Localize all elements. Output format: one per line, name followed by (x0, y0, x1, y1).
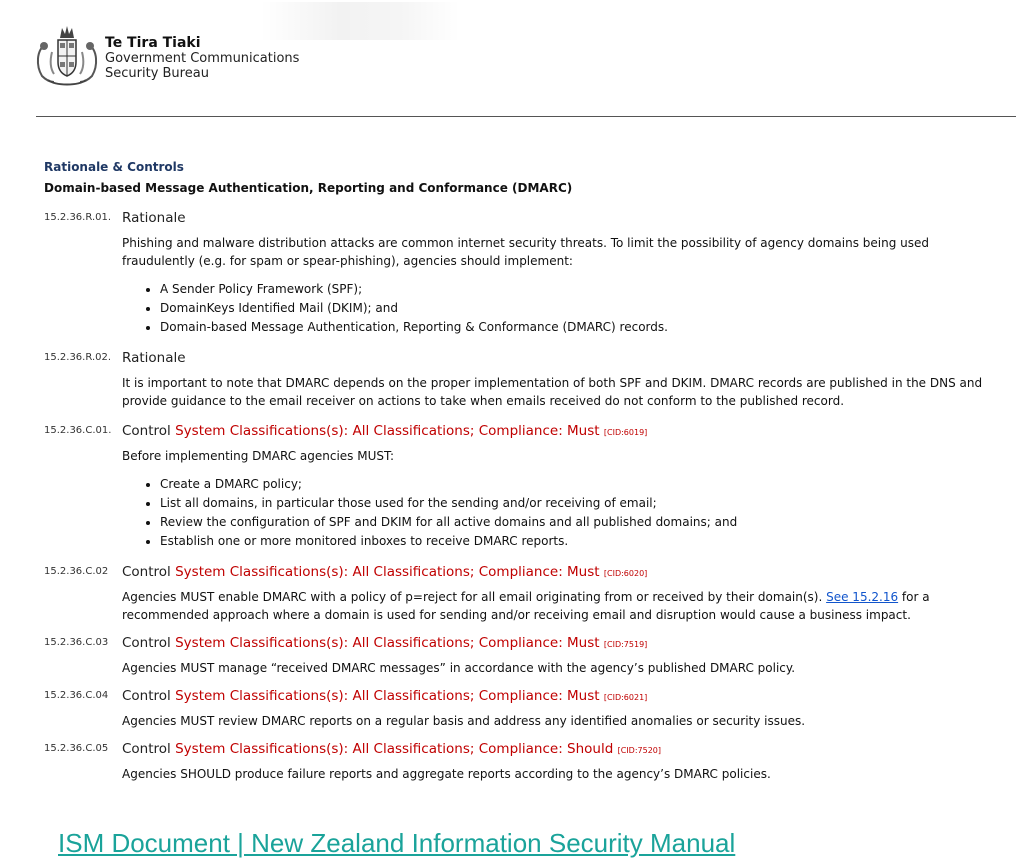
list-item: • Establish one or more monitored inboxes to receive DMARC reports. (160, 532, 1002, 551)
cid-badge: [CID:7520] (617, 746, 662, 755)
paragraph-id: 15.2.36.R.01. (44, 212, 112, 223)
control-prefix: Control (122, 635, 171, 651)
coat-of-arms-icon (32, 22, 102, 90)
paragraph-id: 15.2.36.R.02. (44, 352, 112, 363)
cid-badge: [CID:6021] (603, 693, 648, 702)
org-name-line1: Government Communications (105, 51, 300, 66)
paragraph-text: Phishing and malware distribution attacks are common internet security threats. To limit the possibility of agency domains being used fraudulently (e.g. for spam or spear-phishing), agencies should implement: (122, 236, 930, 268)
paragraph-id: 15.2.36.C.01. (44, 425, 112, 436)
control-prefix: Control (122, 564, 171, 580)
list-item: • Domain-based Message Authentication, Reporting & Conformance (DMARC) records. (160, 318, 1002, 337)
control-title (122, 741, 661, 757)
paragraph-title: Rationale (122, 350, 186, 366)
control-title (122, 423, 647, 439)
list-item: • List all domains, in particular those used for the sending and/or receiving of email; (160, 494, 1002, 513)
gcsb-header (32, 22, 432, 92)
paragraph-text: Agencies SHOULD produce failure reports and aggregate reports according to the agency’s DMARC policies. (122, 767, 771, 781)
control-prefix: Control (122, 688, 171, 704)
text-before-link: Agencies MUST enable DMARC with a policy of p=reject for all email originating from or received by their domain(s). (122, 590, 827, 604)
cid-badge: [CID:6019] (603, 428, 648, 437)
list-item: • Create a DMARC policy; (160, 475, 1002, 494)
paragraph-body (122, 234, 1002, 337)
paragraph-body (122, 447, 1002, 551)
compliance-classification: System Classifications(s): All Classifications; Compliance: Should (175, 741, 614, 757)
paragraph-id: 15.2.36.C.02 (44, 566, 109, 577)
paragraph-text: Agencies MUST manage “received DMARC messages” in accordance with the agency’s published DMARC policy. (122, 661, 796, 675)
compliance-classification: System Classifications(s): All Classifications; Compliance: Must (175, 564, 600, 580)
section-label: Rationale & Controls (44, 160, 184, 174)
list-item: • A Sender Policy Framework (SPF); (160, 280, 1002, 299)
ism-document-link[interactable]: ISM Document | New Zealand Information Security Manual (58, 828, 736, 858)
see-section-link[interactable]: See 15.2.16 (826, 590, 899, 604)
organisation-name (105, 36, 299, 81)
control-prefix: Control (122, 741, 171, 757)
paragraph-text: It is important to note that DMARC depends on the proper implementation of both SPF and DKIM. DMARC records are published in the DNS and provide guidance to the email receiver on actions to take when emails received do not conform to the published record. (122, 376, 983, 408)
list-item: • Review the configuration of SPF and DKIM for all active domains and all published domains; and (160, 513, 1002, 532)
paragraph-text: Agencies MUST review DMARC reports on a regular basis and address any identified anomalies or security issues. (122, 714, 806, 728)
header-divider (36, 116, 1016, 117)
org-name-line2: Security Bureau (105, 66, 209, 81)
org-maori-name: Te Tira Tiaki (105, 35, 201, 51)
paragraph-text (122, 588, 1002, 624)
compliance-classification: System Classifications(s): All Classifications; Compliance: Must (175, 423, 600, 439)
paragraph-id: 15.2.36.C.04 (44, 690, 109, 701)
control-prefix: Control (122, 423, 171, 439)
section-heading: Domain-based Message Authentication, Reporting and Conformance (DMARC) (44, 181, 573, 195)
control-title (122, 688, 647, 704)
bullet-list (122, 280, 1002, 337)
paragraph-id: 15.2.36.C.05 (44, 743, 109, 754)
paragraph-text: Before implementing DMARC agencies MUST: (122, 449, 395, 463)
compliance-classification: System Classifications(s): All Classifications; Compliance: Must (175, 688, 600, 704)
compliance-classification: System Classifications(s): All Classifications; Compliance: Must (175, 635, 600, 651)
cid-badge: [CID:7519] (603, 640, 648, 649)
cid-badge: [CID:6020] (603, 569, 648, 578)
control-title (122, 564, 647, 580)
control-title (122, 635, 647, 651)
bullet-list (122, 475, 1002, 551)
text-after-link: for a recommended approach where a domain is used for sending and/or receiving email and disruption would cause a business impact. (122, 590, 930, 622)
paragraph-title: Rationale (122, 210, 186, 226)
paragraph-id: 15.2.36.C.03 (44, 637, 109, 648)
list-item: • DomainKeys Identified Mail (DKIM); and (160, 299, 1002, 318)
